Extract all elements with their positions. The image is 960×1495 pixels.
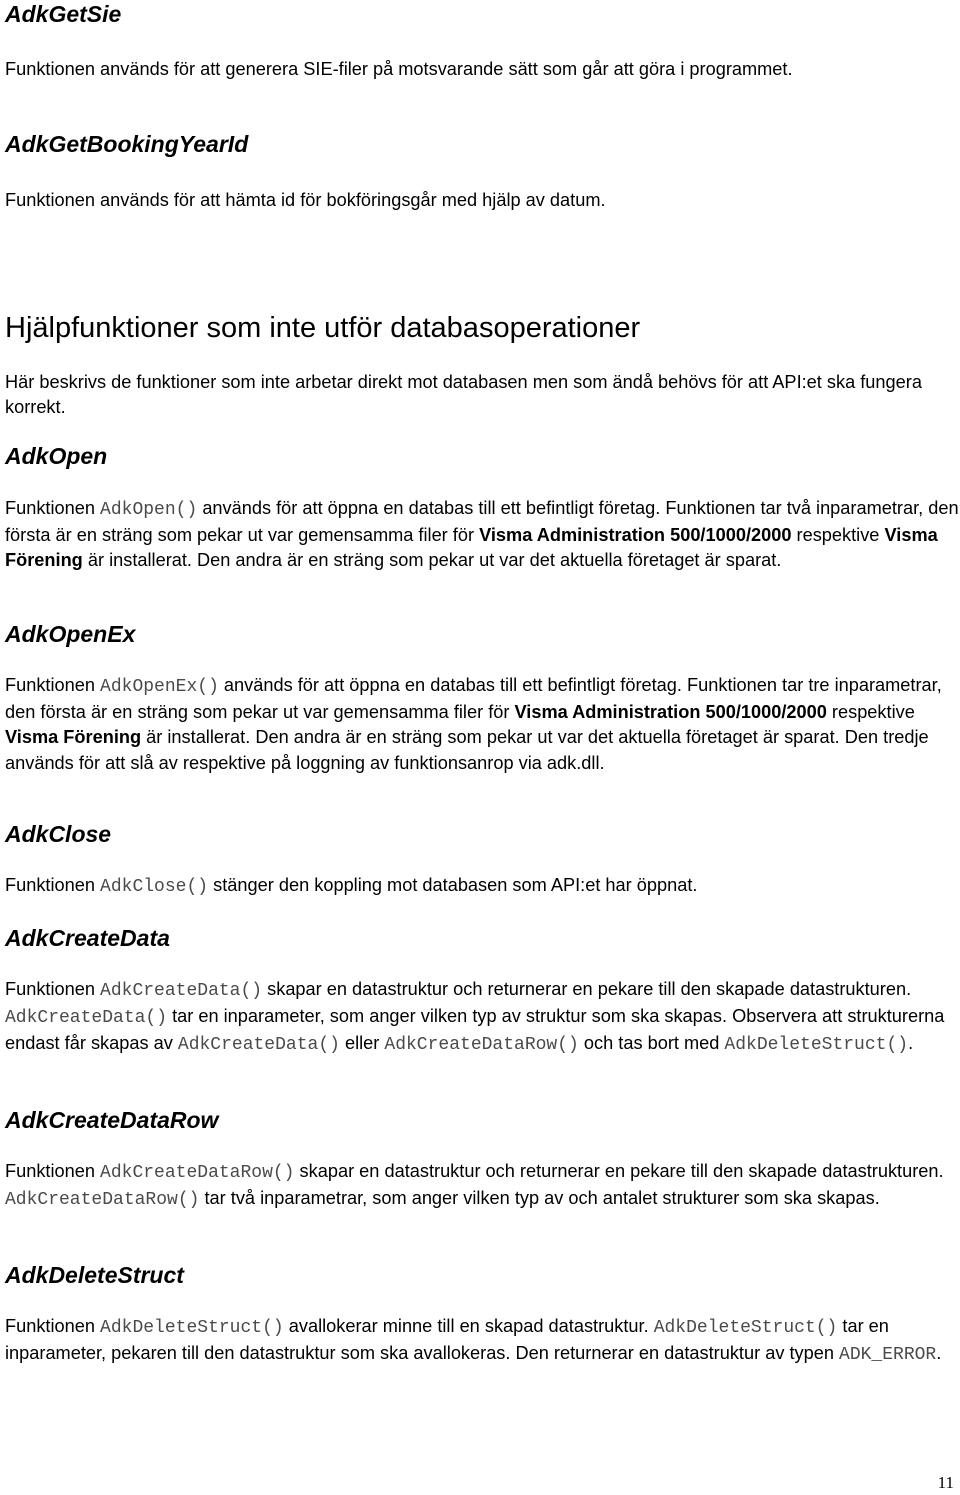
code-adkcreatedatarow: AdkCreateDataRow()	[100, 1163, 295, 1183]
code-adk-error: ADK_ERROR	[839, 1345, 937, 1366]
heading-adkcreatedatarow: AdkCreateDataRow	[5, 1107, 219, 1133]
heading-adkgetbookingyearid: AdkGetBookingYearId	[5, 131, 249, 157]
paragraph-adkcreatedata: Funktionen AdkCreateData() skapar en datastruktur och returnerar en pekare till den skapade datastrukturen. AdkCreateData() tar en inparameter, som anger vilken typ av struktur som ska skapas. Observera att strukturerna endast får skapas av AdkCreateData() eller AdkCreateDataRow() och tas bort med AdkDeleteStruct().	[5, 979, 945, 1056]
heading-adkopen: AdkOpen	[5, 443, 108, 469]
paragraph-adkopen: Funktionen AdkOpen() används för att öppna en databas till ett befintligt företag. Funktionen tar två inparametrar, den första är en sträng som pekar ut var gemensamma filer för Visma Administration 500/1000/2000 respektive Visma Förening är installerat. Den andra är en sträng som pekar ut var det aktuella företaget är sparat.	[5, 498, 959, 571]
paragraph-adkgetbookingyearid: Funktionen används för att hämta id för bokföringsgår med hjälp av datum.	[5, 190, 606, 210]
heading-adkdeletestruct: AdkDeleteStruct	[5, 1262, 184, 1288]
code-adkcreatedatarow: AdkCreateDataRow()	[5, 1190, 200, 1211]
code-adkopenex: AdkOpenEx()	[100, 677, 219, 697]
code-adkdeletestruct: AdkDeleteStruct()	[724, 1035, 909, 1056]
code-adkdeletestruct: AdkDeleteStruct()	[100, 1318, 284, 1338]
heading-adkopenex: AdkOpenEx	[5, 621, 136, 647]
heading-adkclose: AdkClose	[5, 821, 112, 847]
code-adkclose: AdkClose()	[100, 877, 209, 897]
code-adkcreatedata: AdkCreateData()	[100, 981, 263, 1001]
paragraph-helpers: Här beskrivs de funktioner som inte arbetar direkt mot databasen men som ändå behövs för att API:et ska fungera korrekt.	[5, 372, 922, 418]
section-title-helpers: Hjälpfunktioner som inte utför databasoperationer	[5, 312, 641, 344]
code-adkcreatedatarow: AdkCreateDataRow()	[384, 1035, 579, 1056]
page-number: 11	[937, 1473, 954, 1492]
paragraph-adkdeletestruct: Funktionen AdkDeleteStruct() avallokerar minne till en skapad datastruktur. AdkDeleteStruct() tar en inparameter, pekaren till den datastruktur som ska avallokeras. Den returnerar en datastruktur av typen ADK_ERROR.	[5, 1316, 942, 1366]
code-adkcreatedata: AdkCreateData()	[177, 1035, 340, 1056]
paragraph-adkcreatedatarow: Funktionen AdkCreateDataRow() skapar en datastruktur och returnerar en pekare till den skapade datastrukturen. AdkCreateDataRow() tar två inparametrar, som anger vilken typ av och antalet strukturer som ska skapas.	[5, 1161, 944, 1211]
paragraph-adkopenex: Funktionen AdkOpenEx() används för att öppna en databas till ett befintligt företag. Funktionen tar tre inparametrar, den första är en sträng som pekar ut var gemensamma filer för Visma Administration 500/1000/2000 respektive Visma Förening är installerat. Den andra är en sträng som pekar ut var det aktuella företaget är sparat. Den tredje används för att slå av respektive på loggning av funktionsanrop via adk.dll.	[5, 675, 942, 773]
paragraph-adkgetsie: Funktionen används för att generera SIE-filer på motsvarande sätt som går att göra i programmet.	[5, 59, 793, 79]
paragraph-adkclose: Funktionen AdkClose() stänger den koppling mot databasen som API:et har öppnat.	[5, 875, 698, 897]
code-adkcreatedata: AdkCreateData()	[5, 1008, 168, 1029]
code-adkopen: AdkOpen()	[100, 500, 198, 520]
heading-adkcreatedata: AdkCreateData	[5, 925, 170, 951]
heading-adkgetsie: AdkGetSie	[5, 1, 122, 27]
code-adkdeletestruct: AdkDeleteStruct()	[653, 1318, 838, 1338]
